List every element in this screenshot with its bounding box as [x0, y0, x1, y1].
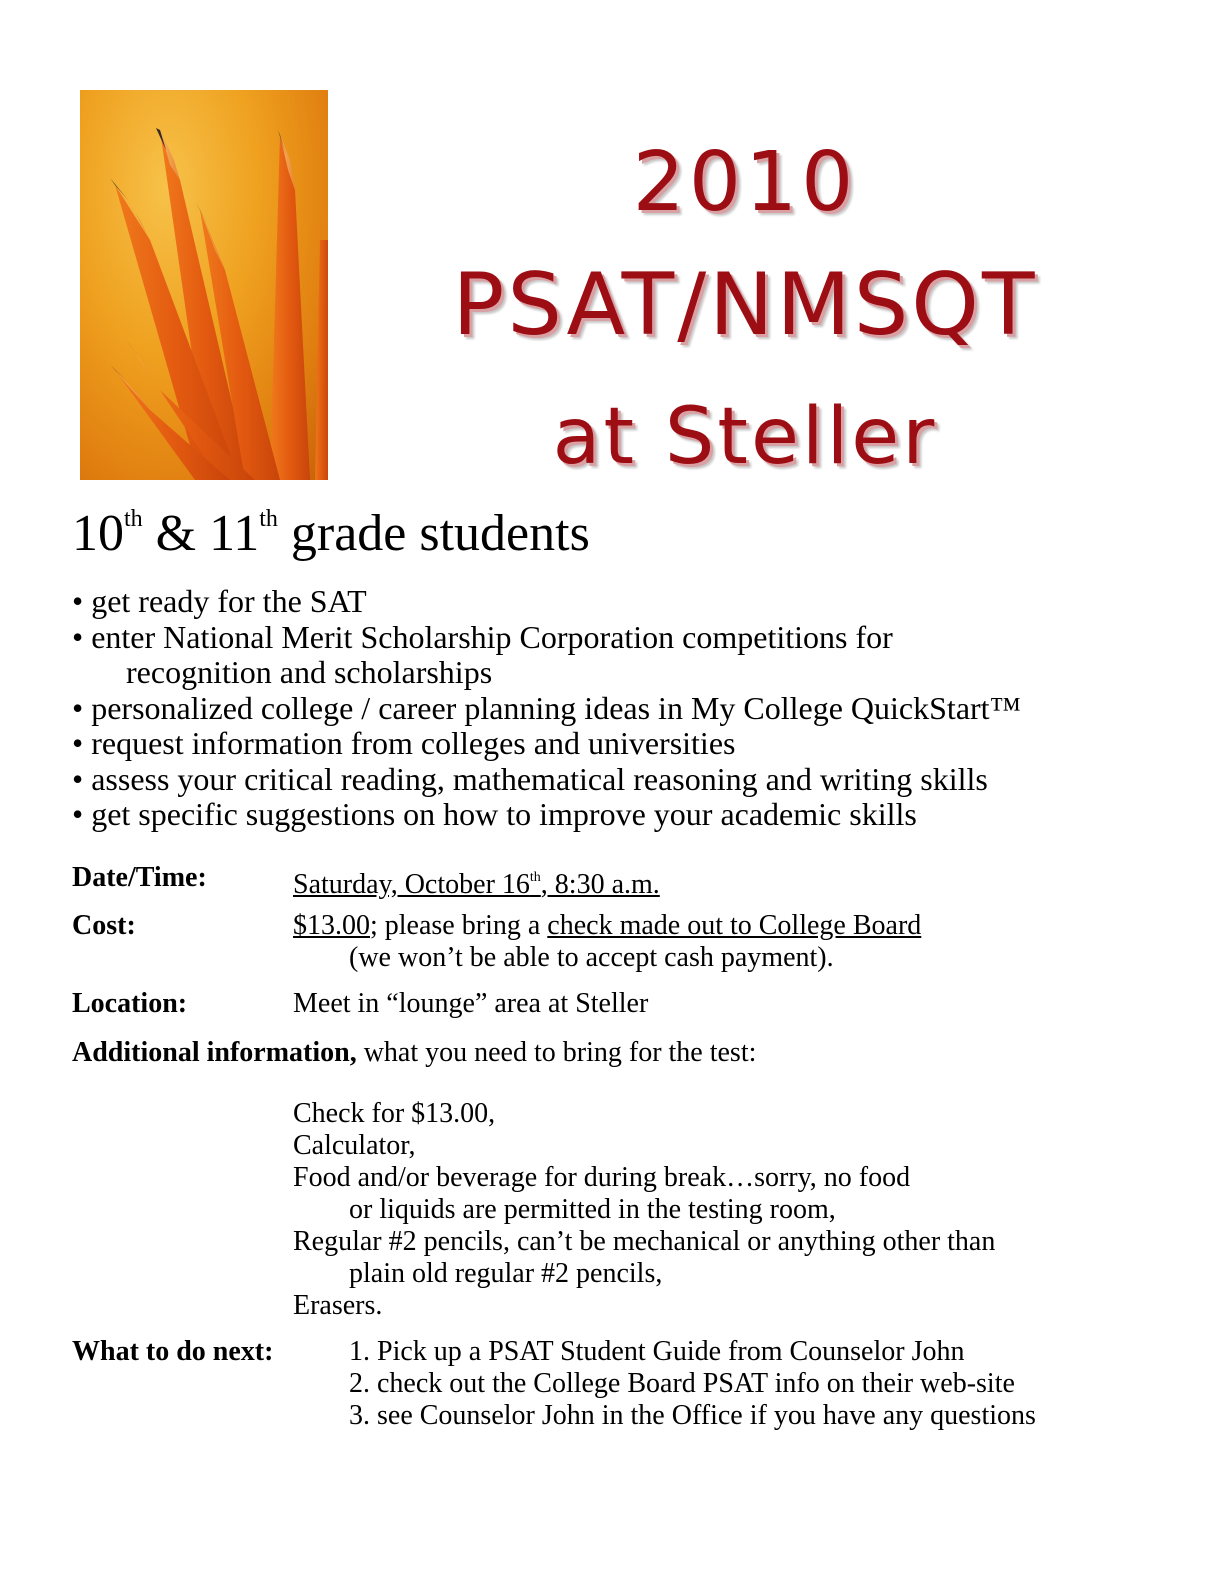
list-item: plain old regular #2 pencils, — [349, 1258, 663, 1289]
list-item: • get ready for the SAT — [72, 583, 367, 619]
list-item: or liquids are permitted in the testing room, — [349, 1194, 836, 1225]
cost-label: Cost: — [72, 910, 136, 941]
datetime-label: Date/Time: — [72, 862, 207, 893]
additional-info: Additional information, what you need to bring for the test: — [72, 1037, 757, 1068]
list-item: 2. check out the College Board PSAT info on their web-site — [349, 1368, 1015, 1399]
list-item: • personalized college / career planning ideas in My College QuickStart™ — [72, 689, 1021, 726]
next-steps-label: What to do next: — [72, 1336, 274, 1367]
audience-heading: 10th & 11th grade students — [72, 505, 590, 562]
title-location: at Steller — [552, 392, 938, 482]
list-item: Erasers. — [293, 1290, 383, 1321]
list-item: 1. Pick up a PSAT Student Guide from Counselor John — [349, 1336, 965, 1367]
list-item: recognition and scholarships — [126, 654, 493, 690]
list-item: Check for $13.00, — [293, 1098, 496, 1129]
datetime-value: Saturday, October 16th, 8:30 a.m. — [293, 869, 660, 900]
list-item: Food and/or beverage for during break…sorry, no food — [293, 1162, 911, 1193]
next-steps-list — [349, 1336, 1036, 1432]
list-item: 3. see Counselor John in the Office if you have any questions — [349, 1400, 1036, 1431]
title-year: 2010 — [632, 135, 858, 230]
list-item: • get specific suggestions on how to improve your academic skills — [72, 796, 917, 832]
title-test-name: PSAT/NMSQT — [452, 255, 1038, 355]
list-item: • assess your critical reading, mathematical reasoning and writing skills — [72, 760, 988, 797]
benefits-list — [72, 584, 1021, 833]
list-item: Calculator, — [293, 1130, 416, 1161]
list-item: • request information from colleges and universities — [72, 725, 736, 761]
bring-list — [293, 1098, 995, 1322]
location-value: Meet in “lounge” area at Steller — [293, 988, 649, 1019]
list-item: Regular #2 pencils, can’t be mechanical or anything other than — [293, 1226, 996, 1257]
location-label: Location: — [72, 988, 188, 1019]
cost-value: $13.00; please bring a check made out to College Board (we won’t be able to accept cash payment). — [293, 910, 922, 973]
list-item: • enter National Merit Scholarship Corporation competitions for — [72, 618, 893, 655]
pencils-photo — [80, 90, 328, 480]
